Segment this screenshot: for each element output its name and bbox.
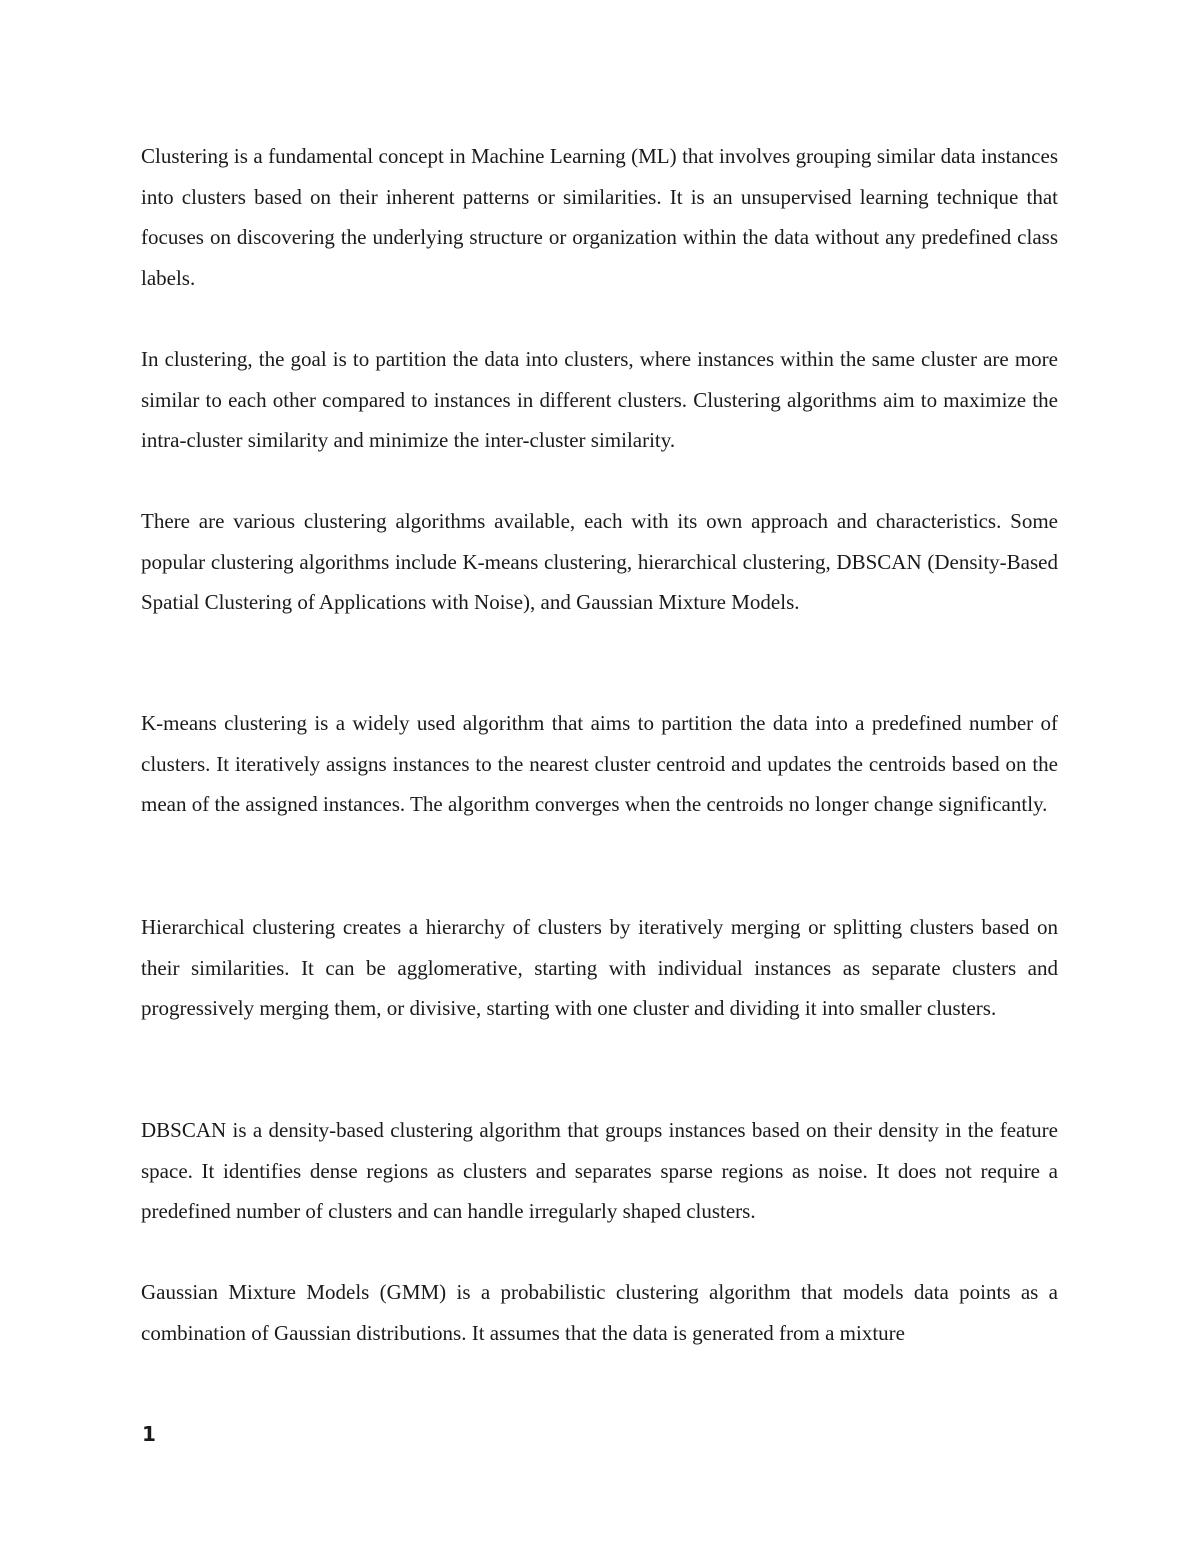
paragraph-hierarchical: Hierarchical clustering creates a hierarchy of clusters by iteratively merging or splitting clusters based on their similarities. It can be agglomerative, starting with individual instances as separate clusters and progressively merging them, or divisive, starting with one cluster and dividing it into smaller clusters. xyxy=(141,915,1058,1021)
paragraph-kmeans: K-means clustering is a widely used algorithm that aims to partition the data into a predefined number of clusters. It iteratively assigns instances to the nearest cluster centroid and updates the centroids based on the mean of the assigned instances. The algorithm converges when the centroids no longer change significantly. xyxy=(141,711,1058,817)
paragraph-clustering-algorithms: There are various clustering algorithms available, each with its own approach and characteristics. Some popular clustering algorithms include K-means clustering, hierarchical clustering, DBSCAN (Density-Based Spatial Clustering of Applications with Noise), and Gaussian Mixture Models. xyxy=(141,509,1058,615)
paragraph-clustering-goal: In clustering, the goal is to partition the data into clusters, where instances within the same cluster are more similar to each other compared to instances in different clusters. Clustering algorithms aim to maximize the intra-cluster similarity and minimize the inter-cluster similarity. xyxy=(141,347,1058,453)
paragraph-gmm: Gaussian Mixture Models (GMM) is a probabilistic clustering algorithm that models data points as a combination of Gaussian distributions. It assumes that the data is generated from a mixture xyxy=(141,1280,1058,1345)
paragraph-dbscan: DBSCAN is a density-based clustering algorithm that groups instances based on their density in the feature space. It identifies dense regions as clusters and separates sparse regions as noise. It does not require a predefined number of clusters and can handle irregularly shaped clusters. xyxy=(141,1118,1058,1224)
paragraph-clustering-intro: Clustering is a fundamental concept in Machine Learning (ML) that involves grouping similar data instances into clusters based on their inherent patterns or similarities. It is an unsupervised learning technique that focuses on discovering the underlying structure or organization within the data without any predefined class labels. xyxy=(141,144,1058,290)
page-number: 1 xyxy=(142,1422,156,1446)
